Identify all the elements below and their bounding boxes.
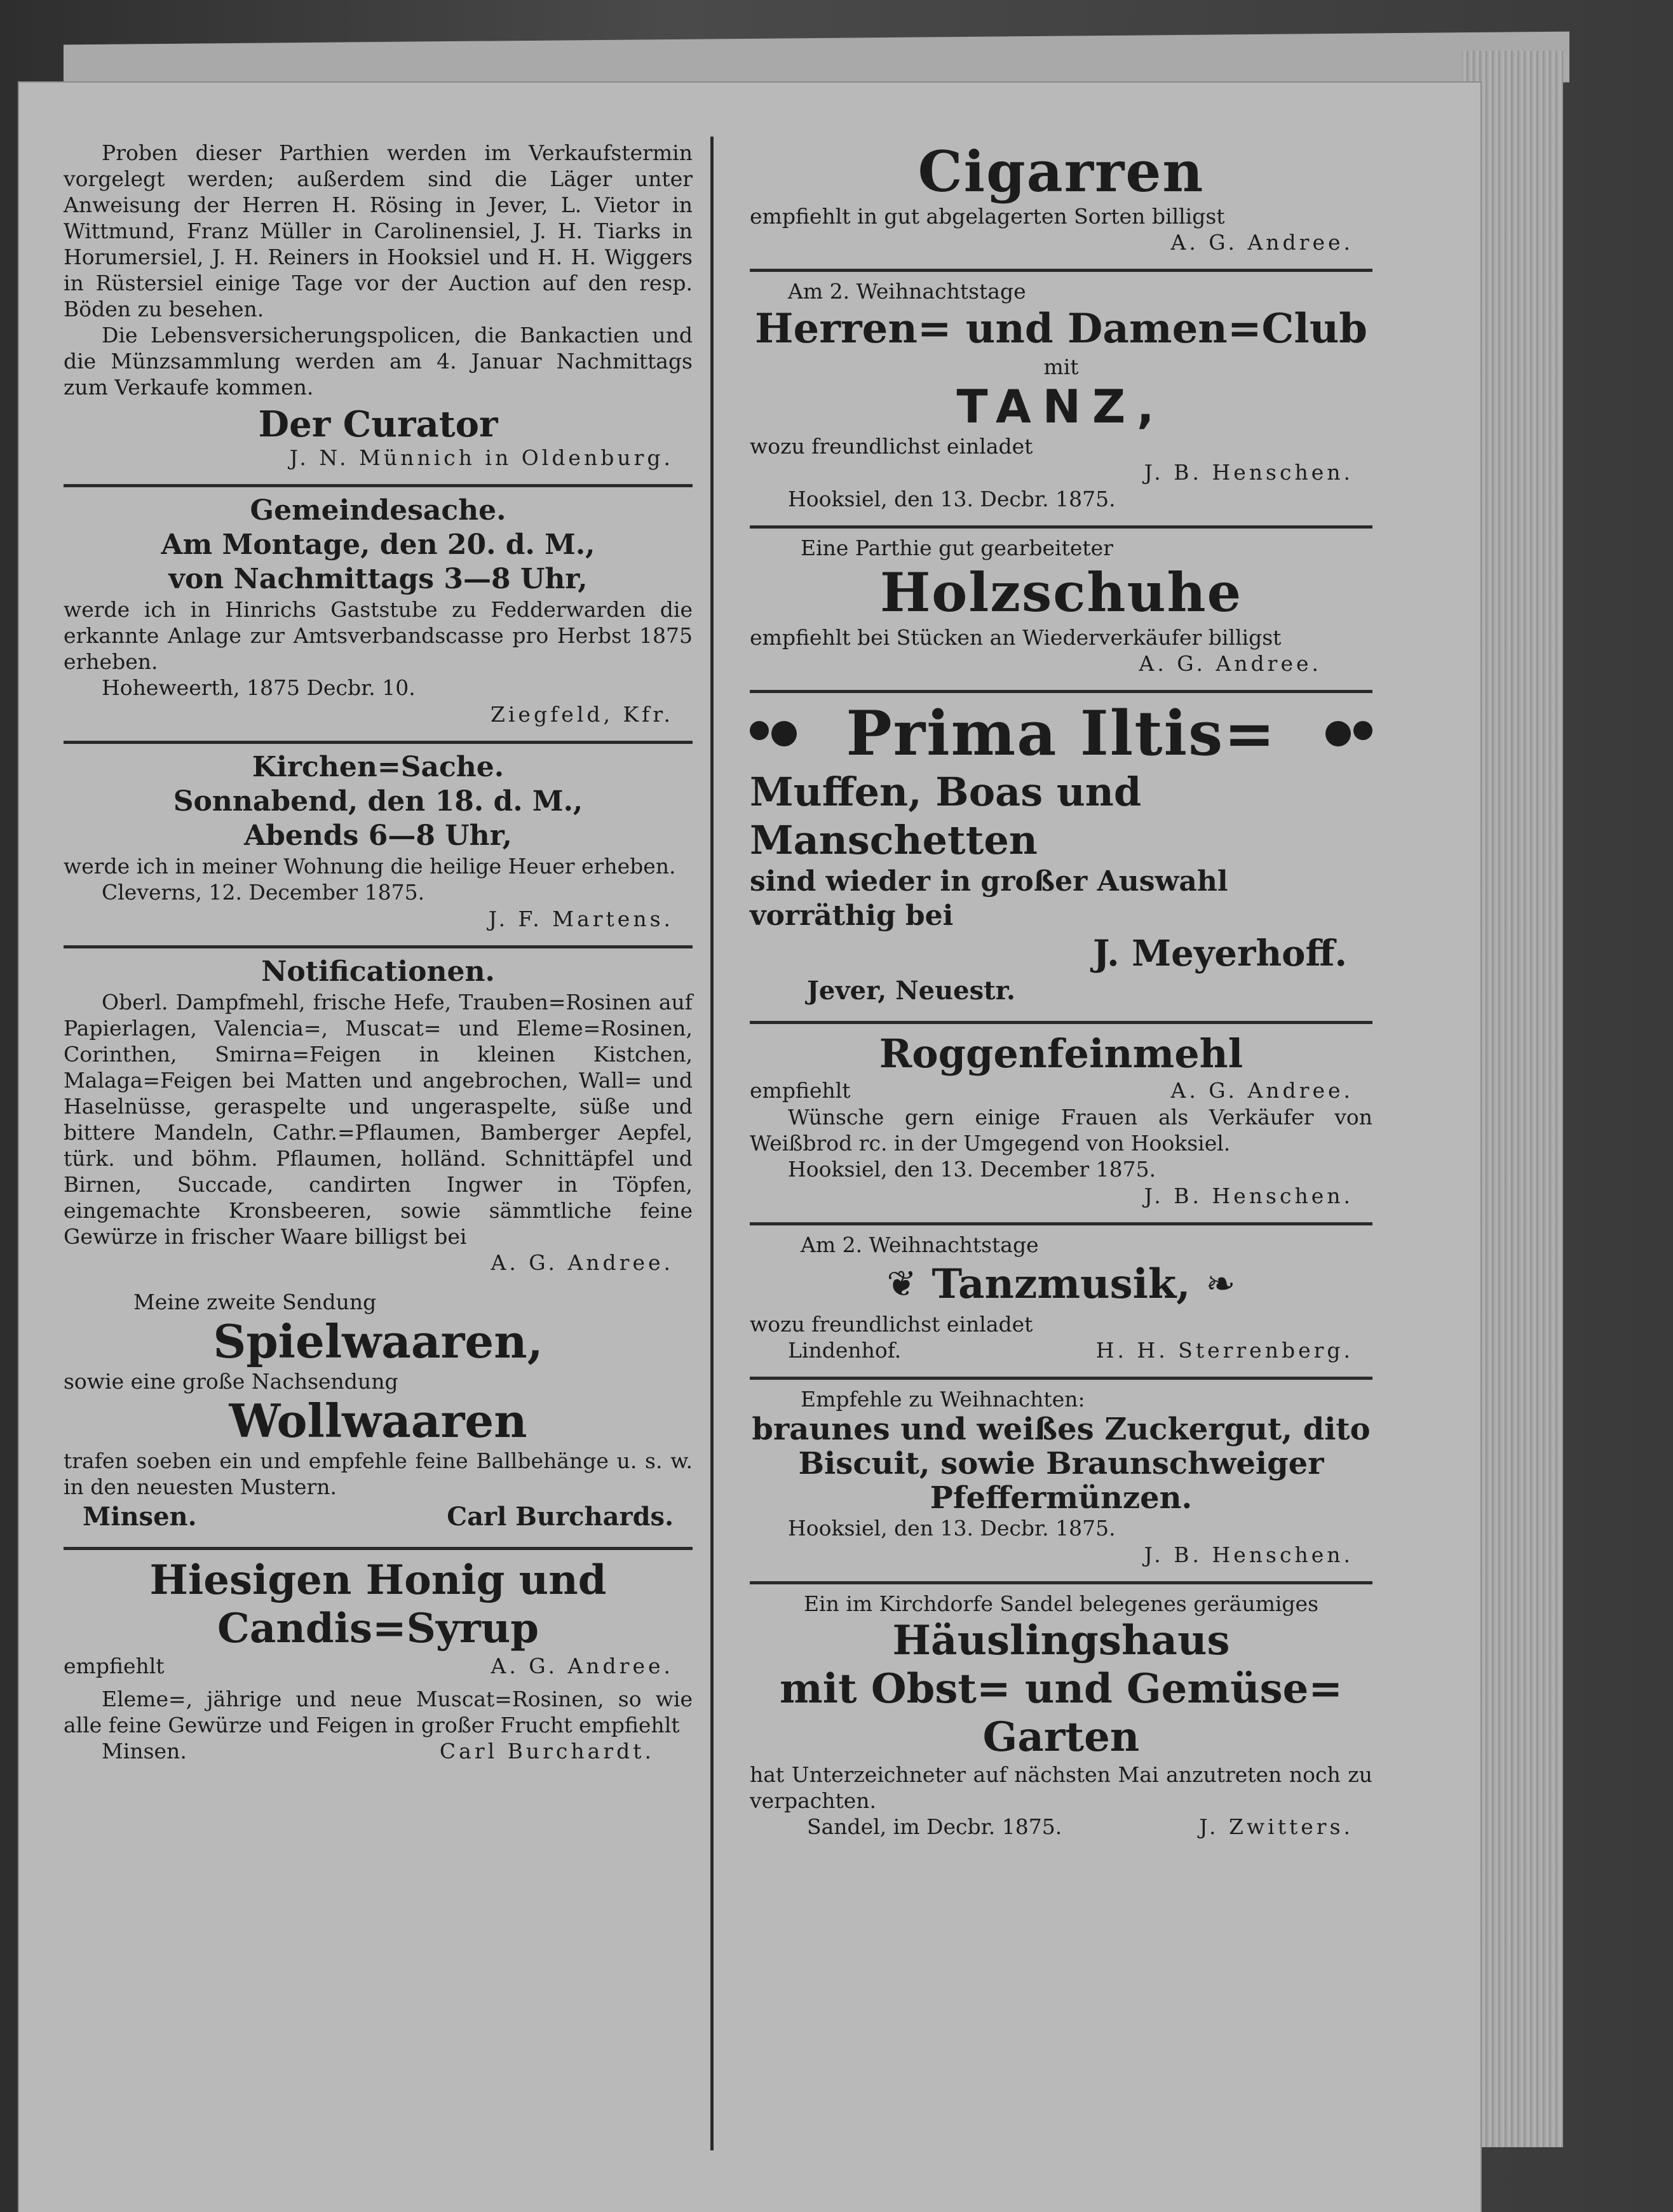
club-mit: mit <box>1043 354 1079 379</box>
club-place: Hooksiel, den 13. Decbr. 1875. <box>788 487 1116 511</box>
honig-heading: Hiesigen Honig und Candis=Syrup <box>149 1556 607 1652</box>
haus-signature: J. Zwitters. <box>1199 1814 1353 1839</box>
zucker-notice <box>750 1380 1372 1584</box>
holzschuhe-heading: Holzschuhe <box>879 561 1243 624</box>
flourish-left-icon: ❦ <box>886 1264 917 1305</box>
spielwaaren-footer <box>64 1500 693 1534</box>
spielwaaren-mid: sowie eine große Nachsendung <box>64 1369 398 1394</box>
roggen-footer <box>750 1077 1372 1104</box>
roggen-signature-2: J. B. Henschen. <box>1144 1184 1353 1208</box>
left-column <box>64 133 693 1777</box>
kirchen-date: Sonnabend, den 18. d. M., <box>173 785 583 818</box>
holzschuhe-text: empfiehlt bei Stücken an Wiederverkäufer billigst <box>750 625 1282 650</box>
ornament-dots-left-icon <box>750 721 797 746</box>
iltis-line2: Muffen, Boas und Manschetten <box>750 769 1142 863</box>
haus-line1: Häuslingshaus <box>892 1617 1230 1664</box>
honig-signature: A. G. Andree. <box>491 1654 674 1678</box>
honig-footer <box>64 1653 693 1680</box>
honig-empfiehlt: empfiehlt <box>64 1654 165 1678</box>
honig-notice <box>64 1550 693 1777</box>
holzschuhe-intro: Eine Parthie gut gearbeiteter <box>801 536 1113 560</box>
club-notice <box>750 272 1372 529</box>
club-intro: Am 2. Weihnachtstage <box>788 279 1026 304</box>
roggen-text: Wünsche gern einige Frauen als Verkäufer von Weißbrod rc. in der Umgegend von Hooksiel. <box>750 1105 1372 1156</box>
club-heading: Herren= und Damen=Club <box>755 305 1367 353</box>
iltis-heading-row <box>750 699 1372 768</box>
auction-notice <box>64 133 693 487</box>
tanzmusik-footer <box>750 1337 1372 1364</box>
haus-place: Sandel, im Decbr. 1875. <box>807 1814 1062 1839</box>
iltis-heading: Prima Iltis= <box>846 698 1277 769</box>
club-text: wozu freundlichst einladet <box>750 434 1033 459</box>
wollwaaren-heading: Wollwaaren <box>229 1394 527 1448</box>
club-signature: J. B. Henschen. <box>1144 460 1353 485</box>
tanzmusik-notice <box>750 1225 1372 1380</box>
zucker-place: Hooksiel, den 13. Decbr. 1875. <box>788 1516 1116 1541</box>
auction-text: Proben dieser Parthien werden im Verkaufstermin vorgelegt werden; außerdem sind die Läger unter Anweisung der Herren H. Rösing in Jever, L. Vietor in Wittmund, Franz Müller in Carolinensiel, J. H. Tiarks in Horumersiel, J. H. Reiners in Hooksiel und H. H. Wiggers in Rüstersiel einige Tage vor der Auction auf den resp. Böden zu besehen. <box>64 140 693 321</box>
tanzmusik-text: wozu freundlichst einladet <box>750 1312 1033 1337</box>
column-divider <box>710 137 714 2150</box>
iltis-place: Jever, Neuestr. <box>807 976 1015 1006</box>
club-tanz: TANZ, <box>956 380 1166 433</box>
iltis-name: J. Meyerhoff. <box>1093 933 1347 974</box>
gemeinde-notice <box>64 487 693 744</box>
eleme-place: Minsen. <box>102 1739 187 1764</box>
spielwaaren-signature: Carl Burchards. <box>447 1502 674 1532</box>
right-column <box>750 133 1372 1853</box>
haus-intro: Ein im Kirchdorfe Sandel belegenes geräumiges <box>803 1591 1319 1616</box>
eleme-text: Eleme=, jährige und neue Muscat=Rosinen, so wie alle feine Gewürze und Feigen in großer Frucht empfiehlt <box>64 1687 693 1737</box>
zucker-signature: J. B. Henschen. <box>1144 1542 1353 1567</box>
haus-line3: Garten <box>982 1713 1140 1761</box>
notifications-notice <box>64 948 693 1289</box>
kirchen-notice <box>64 744 693 948</box>
haus-line2: mit Obst= und Gemüse= <box>780 1665 1343 1713</box>
holzschuhe-notice <box>750 529 1372 693</box>
kirchen-title: Kirchen=Sache. <box>252 751 505 783</box>
haus-text: hat Unterzeichneter auf nächsten Mai anzutreten noch zu verpachten. <box>750 1762 1372 1813</box>
notifications-title: Notificationen. <box>261 955 495 988</box>
spielwaaren-notice <box>64 1289 693 1550</box>
eleme-signature: Carl Burchardt. <box>439 1739 654 1764</box>
ornament-dots-right-icon <box>1325 721 1372 746</box>
kirchen-place: Cleverns, 12. December 1875. <box>102 880 425 905</box>
zucker-line1: braunes und weißes Zuckergut, dito <box>752 1412 1371 1447</box>
zucker-intro: Empfehle zu Weihnachten: <box>801 1387 1085 1412</box>
auction-text-2: Die Lebensversicherungspolicen, die Bankactien und die Münzsammlung werden am 4. Januar Nachmittags zum Verkaufe kommen. <box>64 323 693 400</box>
roggen-notice <box>750 1024 1372 1225</box>
tanzmusik-intro: Am 2. Weihnachtstage <box>801 1232 1039 1257</box>
notifications-text: Oberl. Dampfmehl, frische Hefe, Trauben=Rosinen auf Papierlagen, Valencia=, Muscat= und Eleme=Rosinen, Corinthen, Smirna=Feigen in kleinen Kistchen, Malaga=Feigen bei Matten und angebrochen, Wall= und Haselnüsse, geraspelte und ungeraspelte, süße und bittere Mandeln, Cathr.=Pflaumen, Bamberger Aepfel, türk. und böhm. Pflaumen, holländ. Schnittäpfel und Birnen, Succade, candirten Ingwer in Töpfen, eingemachte Kronsbeeren, sowie sämmtliche feine Gewürze in frischer Waare billigst bei <box>64 990 693 1249</box>
flourish-right-icon: ❧ <box>1205 1264 1236 1305</box>
kirchen-text: werde ich in meiner Wohnung die heilige Heuer erheben. <box>64 854 676 879</box>
curator-heading: Der Curator <box>258 403 498 445</box>
kirchen-time: Abends 6—8 Uhr, <box>244 819 512 852</box>
gemeinde-date: Am Montage, den 20. d. M., <box>161 529 595 561</box>
spielwaaren-place: Minsen. <box>83 1502 197 1532</box>
tanzmusik-signature: H. H. Sterrenberg. <box>1095 1338 1353 1363</box>
roggen-signature: A. G. Andree. <box>1170 1078 1353 1103</box>
iltis-line3: sind wieder in großer Auswahl vorräthig bei <box>750 865 1228 932</box>
gemeinde-title: Gemeindesache. <box>250 494 506 527</box>
gemeinde-signature: Ziegfeld, Kfr. <box>490 702 674 727</box>
zucker-line2: Biscuit, sowie Braunschweiger <box>798 1446 1324 1481</box>
spielwaaren-heading: Spielwaaren, <box>213 1314 543 1368</box>
iltis-notice <box>750 693 1372 1024</box>
spielwaaren-intro: Meine zweite Sendung <box>133 1290 377 1314</box>
gemeinde-time: von Nachmittags 3—8 Uhr, <box>168 563 588 595</box>
roggen-heading: Roggenfeinmehl <box>879 1030 1243 1077</box>
haus-notice <box>750 1584 1372 1853</box>
cigarren-notice <box>750 133 1372 272</box>
auction-signature: J. N. Münnich in Oldenburg. <box>289 445 674 470</box>
zucker-line3: Pfeffermünzen. <box>930 1480 1193 1516</box>
tanzmusik-place: Lindenhof. <box>788 1338 902 1363</box>
gemeinde-text: werde ich in Hinrichs Gaststube zu Fedderwarden die erkannte Anlage zur Amtsverbandscasse pro Herbst 1875 erheben. <box>64 597 693 674</box>
notifications-signature: A. G. Andree. <box>491 1250 674 1275</box>
tanzmusik-heading-row <box>750 1258 1372 1311</box>
cigarren-signature: A. G. Andree. <box>1170 230 1353 255</box>
haus-footer <box>750 1814 1372 1840</box>
roggen-empfiehlt: empfiehlt <box>750 1078 851 1103</box>
eleme-footer <box>64 1738 693 1765</box>
holzschuhe-signature: A. G. Andree. <box>1139 651 1322 676</box>
roggen-place: Hooksiel, den 13. December 1875. <box>788 1157 1156 1182</box>
tanzmusik-heading: Tanzmusik, <box>931 1260 1191 1308</box>
spielwaaren-text: trafen soeben ein und empfehle feine Ballbehänge u. s. w. in den neuesten Mustern. <box>64 1448 693 1499</box>
cigarren-text: empfiehlt in gut abgelagerten Sorten billigst <box>750 204 1225 229</box>
cigarren-heading: Cigarren <box>918 138 1205 205</box>
kirchen-signature: J. F. Martens. <box>488 907 674 931</box>
gemeinde-place: Hoheweerth, 1875 Decbr. 10. <box>102 675 416 700</box>
